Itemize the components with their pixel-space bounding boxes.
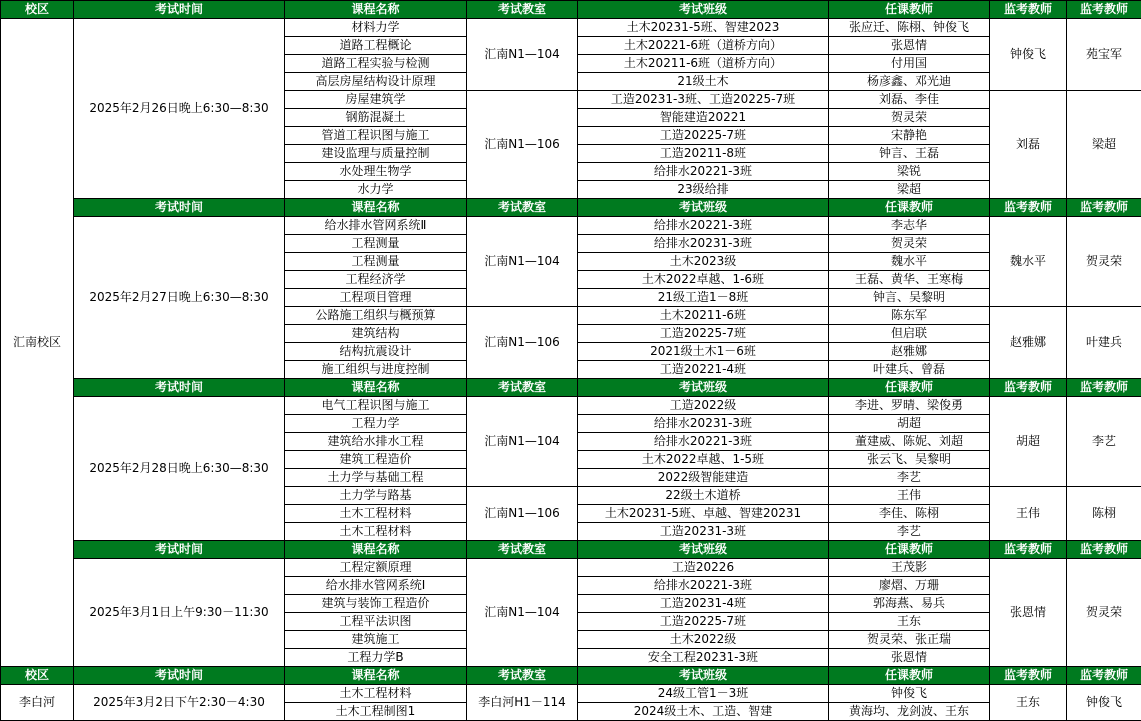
course-name-cell: 工程力学B [285,649,467,667]
exam-room-cell: 汇南N1—104 [467,19,578,91]
header-teacher: 任课教师 [829,1,990,19]
header-room: 考试教室 [467,541,578,559]
exam-room-cell: 汇南N1—104 [467,217,578,307]
invigilator-2-cell: 叶建兵 [1067,307,1141,379]
course-name-cell: 钢筋混凝土 [285,109,467,127]
exam-classes-cell: 工造20231-4班 [578,595,829,613]
header-row [1,1,1141,19]
course-name-cell: 管道工程识图与施工 [285,127,467,145]
course-name-cell: 工程项目管理 [285,289,467,307]
header-course: 课程名称 [285,199,467,217]
exam-time-cell: 2025年2月26日晚上6:30—8:30 [74,19,285,199]
teacher-cell: 李艺 [829,523,990,541]
teacher-cell: 王东 [829,613,990,631]
header-teacher: 任课教师 [829,541,990,559]
invigilator-2-cell: 苑宝军 [1067,19,1141,91]
invigilator-1-cell: 钟俊飞 [990,19,1067,91]
invigilator-2-cell: 钟俊飞 [1067,685,1141,721]
exam-classes-cell: 工造20231-3班 [578,523,829,541]
header-row [1,541,1141,559]
table-row [1,217,1141,235]
teacher-cell: 梁锐 [829,163,990,181]
header-invigilator-1: 监考教师 [990,541,1067,559]
header-invigilator-1: 监考教师 [990,1,1067,19]
exam-classes-cell: 2021级土木1－6班 [578,343,829,361]
exam-classes-cell: 21级土木 [578,73,829,91]
course-name-cell: 建筑施工 [285,631,467,649]
header-room: 考试教室 [467,379,578,397]
header-row [1,199,1141,217]
teacher-cell: 钟言、吴黎明 [829,289,990,307]
teacher-cell: 叶建兵、曾磊 [829,361,990,379]
exam-classes-cell: 给排水20221-3班 [578,433,829,451]
course-name-cell: 建设监理与质量控制 [285,145,467,163]
exam-classes-cell: 土木2022卓越、1-6班 [578,271,829,289]
exam-classes-cell: 工造20225-7班 [578,127,829,145]
invigilator-2-cell: 贺灵荣 [1067,217,1141,307]
header-classes: 考试班级 [578,667,829,685]
teacher-cell: 付用国 [829,55,990,73]
course-name-cell: 土木工程材料 [285,685,467,703]
exam-room-cell: 汇南N1—106 [467,487,578,541]
invigilator-1-cell: 赵雅娜 [990,307,1067,379]
course-name-cell: 公路施工组织与概预算 [285,307,467,325]
header-invigilator-1: 监考教师 [990,199,1067,217]
teacher-cell: 张应迁、陈栩、钟俊飞 [829,19,990,37]
campus-cell: 汇南校区 [1,19,74,667]
course-name-cell: 建筑给水排水工程 [285,433,467,451]
table-row [1,19,1141,37]
header-teacher: 任课教师 [829,379,990,397]
header-teacher: 任课教师 [829,667,990,685]
invigilator-2-cell: 李艺 [1067,397,1141,487]
header-invigilator-2: 监考教师 [1067,379,1141,397]
header-campus: 校区 [1,667,74,685]
header-invigilator-1: 监考教师 [990,379,1067,397]
teacher-cell: 王茂影 [829,559,990,577]
exam-classes-cell: 工造20225-7班 [578,325,829,343]
teacher-cell: 李佳、陈栩 [829,505,990,523]
exam-classes-cell: 工造20225-7班 [578,613,829,631]
exam-classes-cell: 土木20231-5班、智建2023 [578,19,829,37]
header-classes: 考试班级 [578,199,829,217]
teacher-cell: 贺灵荣 [829,235,990,253]
header-course: 课程名称 [285,1,467,19]
teacher-cell: 李志华 [829,217,990,235]
teacher-cell: 李艺 [829,469,990,487]
exam-time-cell: 2025年2月27日晚上6:30—8:30 [74,217,285,379]
header-invigilator-1: 监考教师 [990,667,1067,685]
course-name-cell: 水处理生物学 [285,163,467,181]
course-name-cell: 电气工程识图与施工 [285,397,467,415]
exam-classes-cell: 智能建造20221 [578,109,829,127]
teacher-cell: 宋静艳 [829,127,990,145]
header-invigilator-2: 监考教师 [1067,1,1141,19]
header-room: 考试教室 [467,199,578,217]
teacher-cell: 贺灵荣 [829,109,990,127]
course-name-cell: 土力学与基础工程 [285,469,467,487]
course-name-cell: 工程经济学 [285,271,467,289]
teacher-cell: 郭海燕、易兵 [829,595,990,613]
course-name-cell: 土力学与路基 [285,487,467,505]
course-name-cell: 道路工程概论 [285,37,467,55]
course-name-cell: 土木工程材料 [285,505,467,523]
invigilator-2-cell: 贺灵荣 [1067,559,1141,667]
course-name-cell: 道路工程实验与检测 [285,55,467,73]
exam-classes-cell: 安全工程20231-3班 [578,649,829,667]
course-name-cell: 工程平法识图 [285,613,467,631]
exam-room-cell: 汇南N1—104 [467,397,578,487]
course-name-cell: 水力学 [285,181,467,199]
exam-classes-cell: 土木20211-6班（道桥方向） [578,55,829,73]
invigilator-2-cell: 陈栩 [1067,487,1141,541]
course-name-cell: 土木工程制图1 [285,703,467,721]
teacher-cell: 胡超 [829,415,990,433]
teacher-cell: 梁超 [829,181,990,199]
exam-time-cell: 2025年2月28日晚上6:30—8:30 [74,397,285,541]
header-invigilator-2: 监考教师 [1067,541,1141,559]
teacher-cell: 但启联 [829,325,990,343]
course-name-cell: 施工组织与进度控制 [285,361,467,379]
header-teacher: 任课教师 [829,199,990,217]
exam-classes-cell: 工造20211-8班 [578,145,829,163]
header-time: 考试时间 [74,667,285,685]
invigilator-1-cell: 刘磊 [990,91,1067,199]
exam-classes-cell: 给排水20231-3班 [578,415,829,433]
header-course: 课程名称 [285,667,467,685]
teacher-cell: 贺灵荣、张正瑞 [829,631,990,649]
header-time: 考试时间 [74,1,285,19]
header-room: 考试教室 [467,667,578,685]
course-name-cell: 房屋建筑学 [285,91,467,109]
teacher-cell: 赵雅娜 [829,343,990,361]
table-row [1,685,1141,703]
exam-classes-cell: 土木2023级 [578,253,829,271]
exam-classes-cell: 21级工造1－8班 [578,289,829,307]
course-name-cell: 工程测量 [285,235,467,253]
invigilator-1-cell: 王伟 [990,487,1067,541]
table-row [1,397,1141,415]
header-room: 考试教室 [467,1,578,19]
header-row [1,379,1141,397]
teacher-cell: 董建威、陈妮、刘超 [829,433,990,451]
header-classes: 考试班级 [578,1,829,19]
exam-classes-cell: 给排水20231-3班 [578,235,829,253]
exam-classes-cell: 土木20211-6班 [578,307,829,325]
course-name-cell: 给水排水管网系统Ⅱ [285,217,467,235]
teacher-cell: 王磊、黄华、王寒梅 [829,271,990,289]
invigilator-2-cell: 梁超 [1067,91,1141,199]
teacher-cell: 黄海均、龙剑波、王东 [829,703,990,721]
header-campus: 校区 [1,1,74,19]
teacher-cell: 刘磊、李佳 [829,91,990,109]
invigilator-1-cell: 王东 [990,685,1067,721]
course-name-cell: 建筑结构 [285,325,467,343]
exam-classes-cell: 23级给排 [578,181,829,199]
teacher-cell: 钟俊飞 [829,685,990,703]
exam-classes-cell: 22级土木道桥 [578,487,829,505]
exam-classes-cell: 2024级土木、工造、智建 [578,703,829,721]
teacher-cell: 李进、罗晴、梁俊勇 [829,397,990,415]
course-name-cell: 材料力学 [285,19,467,37]
invigilator-1-cell: 胡超 [990,397,1067,487]
table-row [1,559,1141,577]
course-name-cell: 结构抗震设计 [285,343,467,361]
header-time: 考试时间 [74,541,285,559]
header-classes: 考试班级 [578,541,829,559]
exam-classes-cell: 工造2022级 [578,397,829,415]
teacher-cell: 张云飞、吴黎明 [829,451,990,469]
exam-classes-cell: 土木2022卓越、1-5班 [578,451,829,469]
invigilator-1-cell: 魏水平 [990,217,1067,307]
exam-classes-cell: 土木20221-6班（道桥方向） [578,37,829,55]
course-name-cell: 建筑与装饰工程造价 [285,595,467,613]
teacher-cell: 钟言、王磊 [829,145,990,163]
exam-classes-cell: 给排水20221-3班 [578,577,829,595]
course-name-cell: 工程测量 [285,253,467,271]
course-name-cell: 高层房屋结构设计原理 [285,73,467,91]
exam-room-cell: 汇南N1—104 [467,559,578,667]
header-course: 课程名称 [285,541,467,559]
teacher-cell: 张恩情 [829,649,990,667]
course-name-cell: 土木工程材料 [285,523,467,541]
exam-classes-cell: 土木2022级 [578,631,829,649]
exam-classes-cell: 土木20231-5班、卓越、智建20231 [578,505,829,523]
teacher-cell: 陈东军 [829,307,990,325]
invigilator-1-cell: 张恩情 [990,559,1067,667]
exam-room-cell: 汇南N1—106 [467,91,578,199]
header-time: 考试时间 [74,379,285,397]
exam-classes-cell: 工造20226 [578,559,829,577]
course-name-cell: 工程力学 [285,415,467,433]
exam-room-cell: 汇南N1—106 [467,307,578,379]
campus-cell: 李白河 [1,685,74,721]
exam-room-cell: 李白河H1－114 [467,685,578,721]
course-name-cell: 工程定额原理 [285,559,467,577]
exam-time-cell: 2025年3月1日上午9:30－11:30 [74,559,285,667]
exam-classes-cell: 2022级智能建造 [578,469,829,487]
course-name-cell: 建筑工程造价 [285,451,467,469]
header-invigilator-2: 监考教师 [1067,667,1141,685]
exam-classes-cell: 给排水20221-3班 [578,163,829,181]
exam-classes-cell: 24级工管1－3班 [578,685,829,703]
header-row [1,667,1141,685]
header-invigilator-2: 监考教师 [1067,199,1141,217]
teacher-cell: 廖熠、万珊 [829,577,990,595]
teacher-cell: 张恩情 [829,37,990,55]
header-time: 考试时间 [74,199,285,217]
exam-classes-cell: 工造20231-3班、工造20225-7班 [578,91,829,109]
course-name-cell: 给水排水管网系统Ⅰ [285,577,467,595]
header-course: 课程名称 [285,379,467,397]
header-classes: 考试班级 [578,379,829,397]
exam-classes-cell: 给排水20221-3班 [578,217,829,235]
exam-time-cell: 2025年3月2日下午2:30－4:30 [74,685,285,721]
teacher-cell: 杨彦鑫、邓光迪 [829,73,990,91]
teacher-cell: 王伟 [829,487,990,505]
teacher-cell: 魏水平 [829,253,990,271]
exam-classes-cell: 工造20221-4班 [578,361,829,379]
